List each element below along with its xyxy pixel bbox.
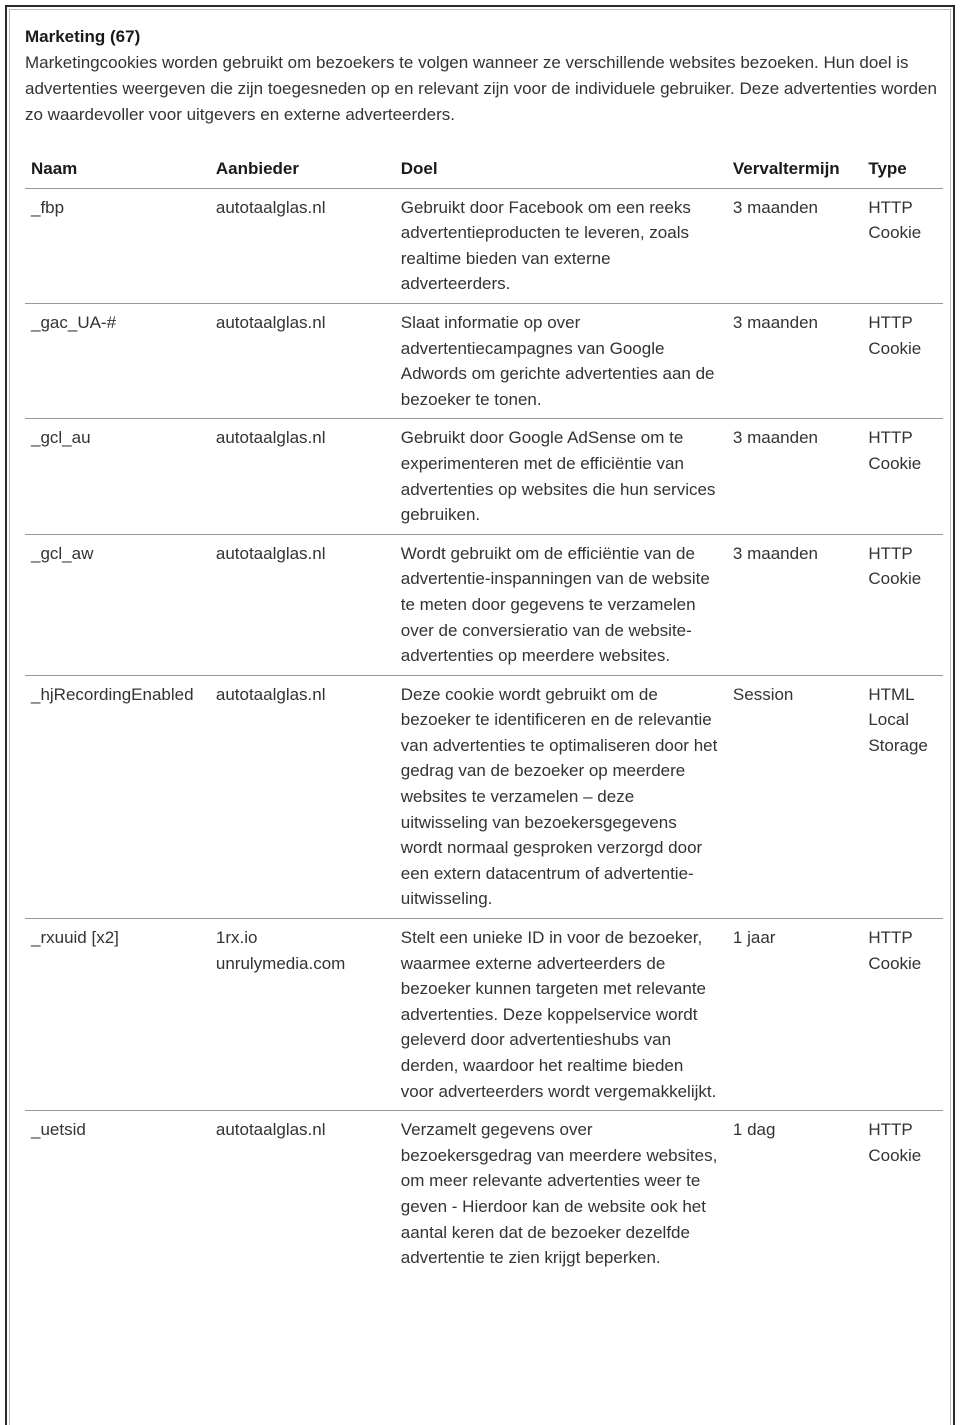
cookie-purpose: Wordt gebruikt om de efficiëntie van de advertentie-inspanningen van de website te meten door gegevens te verzamelen over de conversieratio van de website-advertenties op meerdere websites.	[395, 534, 727, 675]
cookie-purpose: Gebruikt door Google AdSense om te experimenteren met de efficiëntie van advertenties op websites die hun services gebruiken.	[395, 419, 727, 534]
cookie-name: _gac_UA-#	[25, 303, 210, 418]
table-row	[25, 534, 943, 675]
cookie-purpose: Slaat informatie op over advertentiecampagnes van Google Adwords om gerichte advertenties aan de bezoeker te tonen.	[395, 303, 727, 418]
table-row	[25, 1111, 943, 1277]
cookie-expiry: Session	[727, 675, 862, 918]
cookie-expiry: 3 maanden	[727, 188, 862, 303]
cookie-type: HTTP Cookie	[868, 1120, 922, 1165]
table-row	[25, 675, 943, 918]
marketing-section	[25, 24, 943, 1277]
header-row	[25, 150, 943, 188]
header-purpose: Doel	[395, 150, 727, 188]
cookie-expiry: 1 jaar	[727, 919, 862, 1111]
cookie-type: HTTP Cookie	[862, 919, 943, 1111]
cookie-table-body	[25, 188, 943, 1277]
cookie-provider: autotaalglas.nl	[210, 675, 395, 918]
cookie-purpose: Verzamelt gegevens over bezoekersgedrag van meerdere websites, om meer relevante advertenties weer te geven - Hierdoor kan de website ook het aantal keren dat de bezoeker dezelfde advertentie te zien krijgt beperken.	[400, 1120, 718, 1268]
cookie-type: HTTP Cookie	[862, 188, 943, 303]
cookie-panel-inner	[9, 9, 951, 1425]
table-row	[25, 303, 943, 418]
header-name: Naam	[25, 150, 210, 188]
cookie-name: _uetsid	[31, 1120, 86, 1140]
table-row	[25, 919, 943, 1111]
cookie-expiry: 1 dag	[732, 1120, 776, 1140]
cookie-type: HTTP Cookie	[862, 534, 943, 675]
cookie-type: HTTP Cookie	[862, 419, 943, 534]
section-title: Marketing (67)	[25, 27, 141, 46]
table-row	[25, 188, 943, 303]
cookie-expiry: 3 maanden	[727, 419, 862, 534]
cookie-name: _gcl_au	[25, 419, 210, 534]
section-description: Marketingcookies worden gebruikt om bezoekers te volgen wanneer ze verschillende websites bezoeken. Hun doel is advertenties weergeven die zijn toegesneden op en relevant zijn voor de individuele gebruiker. Deze advertenties worden zo waardevoller voor uitgevers en externe adverteerders.	[25, 53, 937, 124]
cookie-table	[25, 150, 943, 1277]
cookie-purpose: Deze cookie wordt gebruikt om de bezoeker te identificeren en de relevantie van advertenties te optimaliseren door het gedrag van de bezoeker op meerdere websites te verzamelen – deze uitwisseling van bezoekersgegevens wordt normaal gesproken verzorgd door een extern datacentrum of advertentie-uitwisseling.	[395, 675, 727, 918]
cookie-panel	[5, 5, 955, 1425]
header-expiry: Vervaltermijn	[727, 150, 862, 188]
cookie-provider: autotaalglas.nl	[210, 188, 395, 303]
cookie-provider: autotaalglas.nl	[210, 419, 395, 534]
cookie-provider: 1rx.io unrulymedia.com	[210, 919, 395, 1111]
cookie-provider: autotaalglas.nl	[210, 303, 395, 418]
header-provider: Aanbieder	[210, 150, 395, 188]
cookie-expiry: 3 maanden	[727, 303, 862, 418]
cookie-type: HTML Local Storage	[862, 675, 943, 918]
cookie-table-header	[25, 150, 943, 188]
cookie-expiry: 3 maanden	[727, 534, 862, 675]
cookie-type: HTTP Cookie	[862, 303, 943, 418]
cookie-name: _fbp	[25, 188, 210, 303]
header-type: Type	[862, 150, 943, 188]
cookie-provider: autotaalglas.nl	[210, 534, 395, 675]
cookie-purpose: Stelt een unieke ID in voor de bezoeker, waarmee externe adverteerders de bezoeker kunnen targeten met relevante advertenties. Deze koppelservice wordt geleverd door advertentieshubs van derden, waardoor het realtime bieden voor adverteerders wordt vergemakkelijkt.	[395, 919, 727, 1111]
cookie-purpose: Gebruikt door Facebook om een reeks advertentieproducten te leveren, zoals realtime bieden van externe adverteerders.	[395, 188, 727, 303]
cookie-name: _gcl_aw	[25, 534, 210, 675]
table-row	[25, 419, 943, 534]
cookie-provider: autotaalglas.nl	[215, 1120, 326, 1140]
cookie-name: _hjRecordingEnabled	[25, 675, 210, 918]
cookie-name: _rxuuid [x2]	[25, 919, 210, 1111]
